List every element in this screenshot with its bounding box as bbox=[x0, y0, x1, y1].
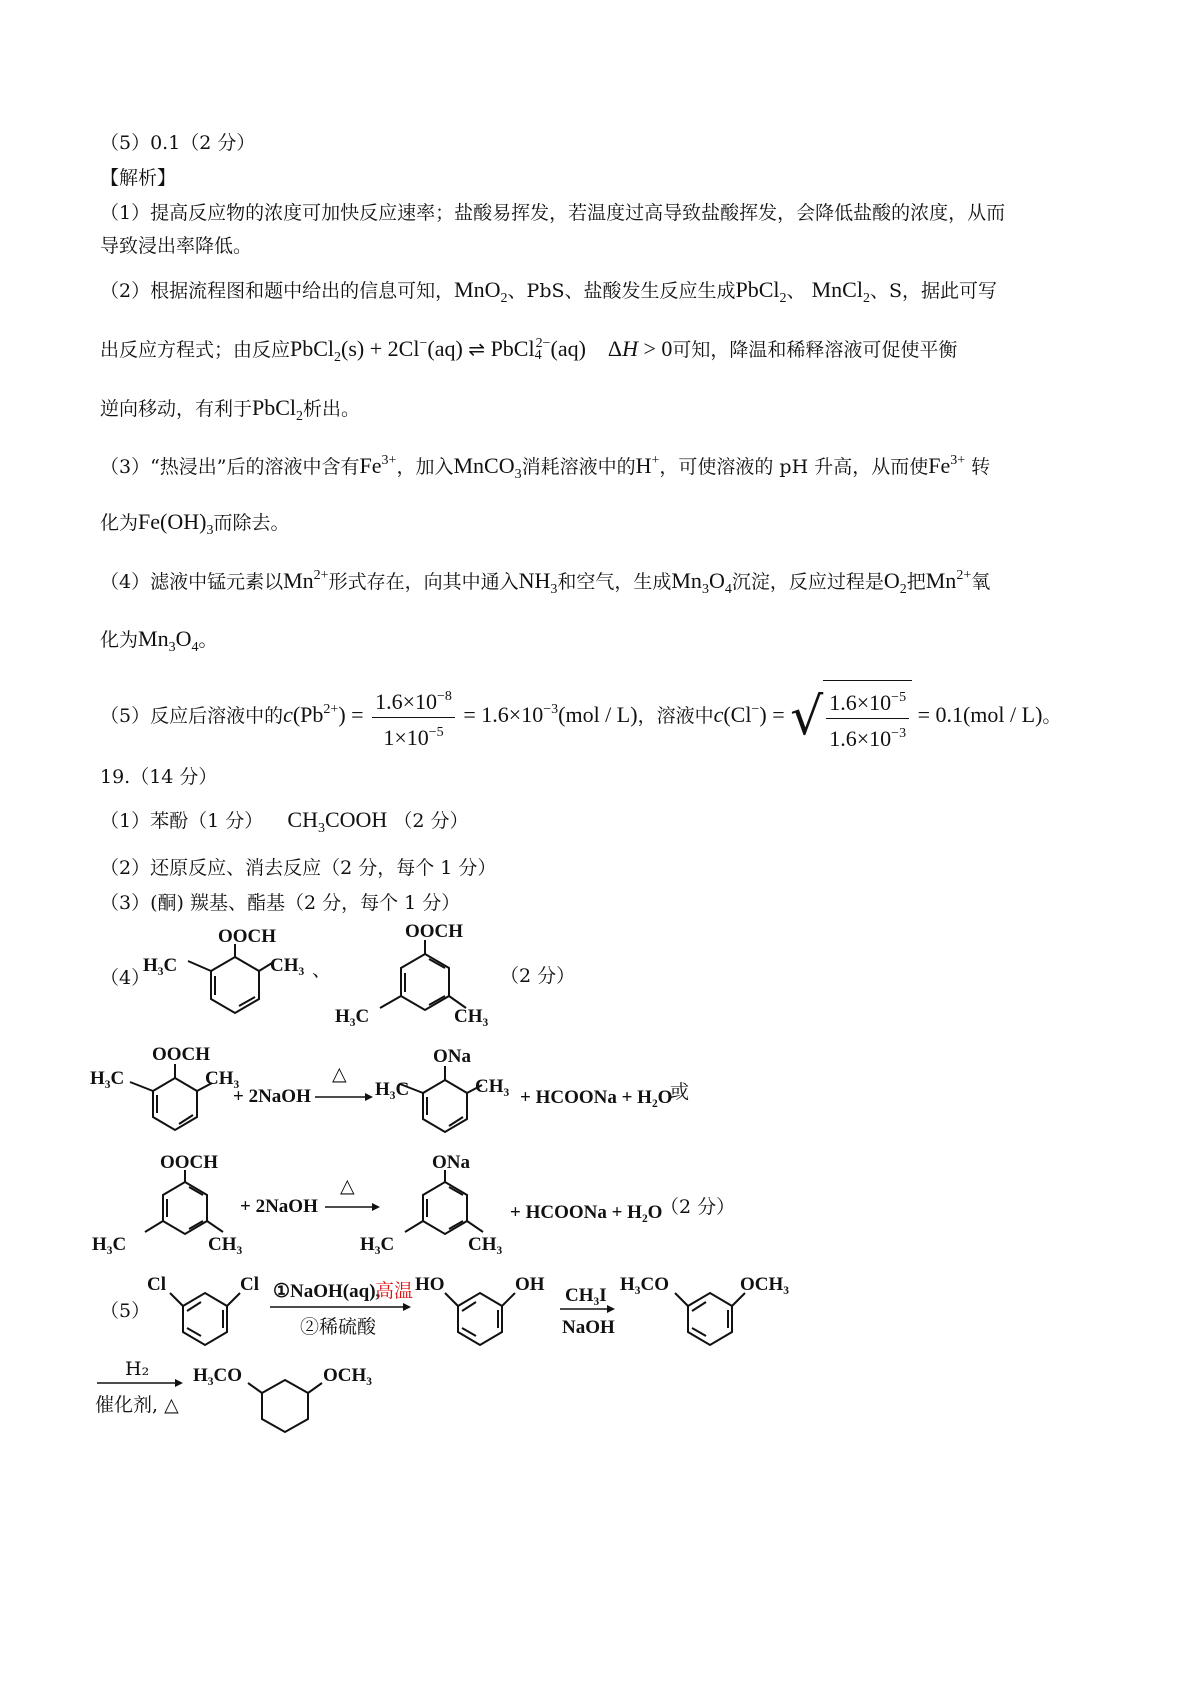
para-2-line-3: 逆向移动，有利于PbCl$_2$析出。 bbox=[100, 395, 361, 424]
svg-text:△: △ bbox=[340, 1175, 355, 1197]
q19-part-5-label: （5） bbox=[100, 1300, 151, 1322]
svg-text:H₃C: H₃C bbox=[360, 1234, 395, 1255]
svg-text:H₃CO: H₃CO bbox=[620, 1274, 669, 1295]
para-5-calculation: （5）反应后溶液中的$c(Pb^{2+})$ = $\frac{1.6\times 10^{-8}}{1\times 10^{-5}}$ = $1.6\times 10^{-3}(mol / L)$，溶液中c(Cl−) = √ $\frac{1.6\times 10^{-5}}{1.6\times 10^{-3}}$ = 0.1(mol / L)。 bbox=[100, 680, 1061, 754]
para-4-line-1: （4）滤液中锰元素以$Mn^{2+}$形式存在，向其中通入$NH_3$和空气，生成$Mn_3O_4$沉淀，反应过程是$O_2$把$Mn^{2+}$氧 bbox=[100, 568, 991, 597]
q19-part-2: （2）还原反应、消去反应（2 分，每个 1 分） bbox=[100, 857, 497, 879]
group-ch3-b: CH₃ bbox=[454, 1006, 489, 1027]
group-h3c: H₃C bbox=[143, 955, 178, 976]
para-3-line-1: （3）“热浸出”后的溶液中含有$Fe^{3+}$，加入MnCO$_3$消耗溶液中的H+，可使溶液的 pH 升高，从而使$Fe^{3+}$ 转 bbox=[100, 453, 991, 482]
svg-text:Cl: Cl bbox=[147, 1274, 166, 1295]
svg-text:H₃CO: H₃CO bbox=[193, 1365, 242, 1386]
sec5-answer: （5）0.1（2 分） bbox=[100, 132, 256, 154]
svg-text:△: △ bbox=[332, 1063, 347, 1085]
svg-text:+ 2NaOH: + 2NaOH bbox=[240, 1196, 318, 1217]
svg-text:+ HCOONa + H₂O: + HCOONa + H₂O bbox=[520, 1087, 673, 1108]
svg-text:OOCH: OOCH bbox=[152, 1044, 211, 1065]
svg-text:高温: 高温 bbox=[375, 1280, 414, 1302]
q19-5-route-1 bbox=[135, 1265, 835, 1360]
group-oocH-b: OOCH bbox=[405, 921, 464, 942]
svg-text:、: 、 bbox=[312, 959, 332, 981]
svg-text:H₃C: H₃C bbox=[90, 1068, 125, 1089]
q19-4-equation-2 bbox=[90, 1150, 790, 1265]
svg-text:Cl: Cl bbox=[240, 1274, 259, 1295]
para-2-line-1: （2）根据流程图和题中给出的信息可知，MnO$_2$、PbS、盐酸发生反应生成PbCl$_2$、 MnCl$_2$、S，据此可写 bbox=[100, 277, 997, 306]
group-oocH: OOCH bbox=[218, 926, 277, 947]
para-1-line-2: 导致浸出率降低。 bbox=[100, 235, 253, 257]
q19-part-4-label: （4） bbox=[100, 967, 151, 989]
svg-text:NaOH: NaOH bbox=[562, 1317, 615, 1338]
svg-text:或: 或 bbox=[670, 1081, 690, 1103]
q19-4-structures bbox=[140, 920, 700, 1045]
svg-text:OCH₃: OCH₃ bbox=[323, 1365, 372, 1386]
svg-text:+ HCOONa + H₂O: + HCOONa + H₂O bbox=[510, 1202, 663, 1223]
svg-text:①NaOH(aq),: ①NaOH(aq), bbox=[273, 1281, 381, 1302]
q19-part-1: （1）苯酚（1 分） $CH_3COOH$ （2 分） bbox=[100, 807, 469, 836]
structure-a-ring bbox=[188, 944, 272, 1013]
svg-text:CH₃: CH₃ bbox=[208, 1234, 243, 1255]
para-1-line-1: （1）提高反应物的浓度可加快反应速率；盐酸易挥发，若温度过高导致盐酸挥发，会降低盐酸的浓度，从而 bbox=[100, 202, 1006, 224]
svg-text:OH: OH bbox=[515, 1274, 545, 1295]
para-4-line-2: 化为$Mn_3O_4$。 bbox=[100, 626, 218, 655]
svg-text:H₃C: H₃C bbox=[92, 1234, 127, 1255]
q19-title: 19.（14 分） bbox=[100, 766, 218, 788]
svg-text:CH₃: CH₃ bbox=[205, 1068, 240, 1089]
para-2-line-2: 出反应方程式；由反应PbCl$_2$(s) + 2Cl−(aq) ⇌ PbCl$_4^{2-}$(aq) ΔH > 0可知，降温和稀释溶液可促使平衡 bbox=[100, 336, 958, 365]
svg-text:ONa: ONa bbox=[432, 1152, 470, 1173]
svg-text:催化剂, △: 催化剂, △ bbox=[95, 1394, 179, 1416]
svg-text:HO: HO bbox=[415, 1274, 445, 1295]
q19-4-score: （2 分） bbox=[500, 965, 576, 987]
svg-text:H₂: H₂ bbox=[125, 1358, 150, 1380]
svg-text:+ 2NaOH: + 2NaOH bbox=[233, 1086, 311, 1107]
svg-text:OOCH: OOCH bbox=[160, 1152, 219, 1173]
svg-text:ONa: ONa bbox=[433, 1046, 471, 1067]
svg-text:（2 分）: （2 分） bbox=[660, 1196, 736, 1218]
equilibrium-equation: PbCl$_2$(s) + 2Cl−(aq) ⇌ PbCl$_4^{2-}$(aq) ΔH > 0 bbox=[290, 336, 673, 365]
svg-text:OCH₃: OCH₃ bbox=[740, 1274, 789, 1295]
q19-5-route-2 bbox=[95, 1355, 495, 1465]
svg-text:CH₃: CH₃ bbox=[468, 1234, 503, 1255]
para-3-line-2: 化为$Fe(OH)_3$而除去。 bbox=[100, 509, 290, 538]
svg-text:②稀硫酸: ②稀硫酸 bbox=[300, 1316, 377, 1338]
structure-b-ring bbox=[380, 940, 466, 1010]
group-ch3: CH₃ bbox=[270, 955, 305, 976]
svg-text:H₃C: H₃C bbox=[375, 1079, 410, 1100]
q19-4-equation-1 bbox=[90, 1040, 710, 1150]
analysis-title: 【解析】 bbox=[100, 167, 177, 189]
svg-text:CH₃I: CH₃I bbox=[565, 1285, 607, 1306]
svg-text:CH₃: CH₃ bbox=[475, 1076, 510, 1097]
group-h3c-b: H₃C bbox=[335, 1006, 370, 1027]
q19-part-3: （3）(酮) 羰基、酯基（2 分，每个 1 分） bbox=[100, 892, 461, 914]
